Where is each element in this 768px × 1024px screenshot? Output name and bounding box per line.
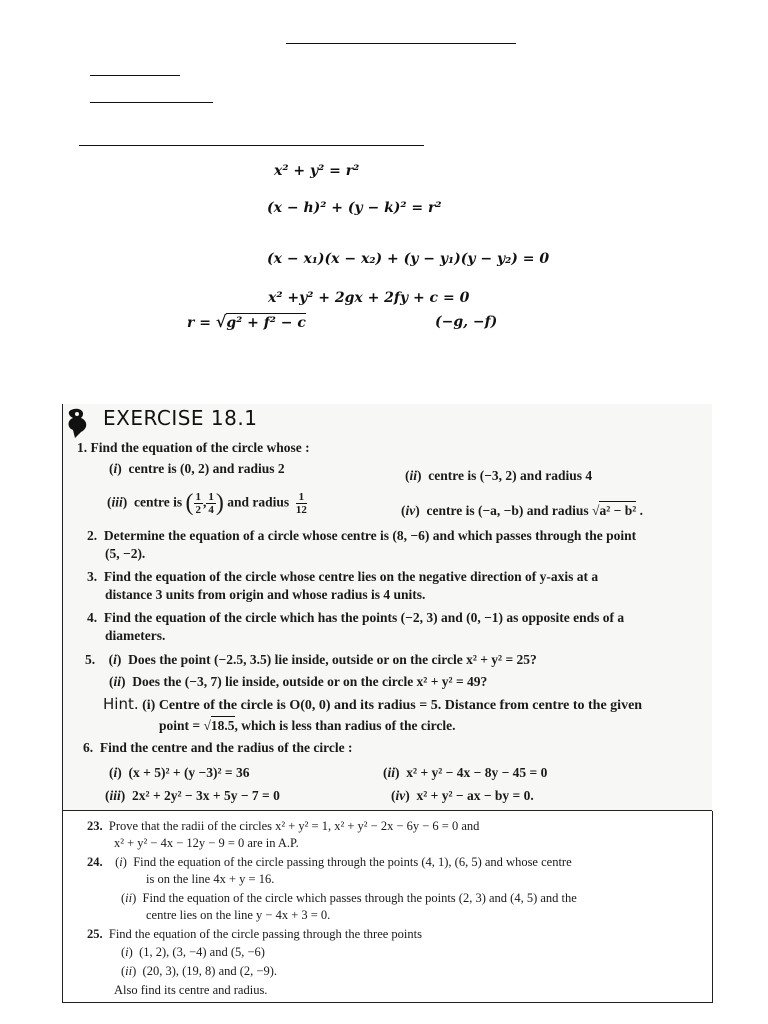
q-num: 1. [77,440,91,455]
formula-circle-diameter: (x − x₁)(x − x₂) + (y − y₁)(y − y₂) = 0 [267,251,550,267]
rule-3 [90,102,213,103]
exercise-scan-continued [62,811,713,1003]
q6-iv-text: x² + y² − ax − by = 0. [416,788,534,803]
formula-radius-radicand: g² + f² − c [226,315,306,331]
q23 [87,819,479,834]
q24-i-cont [146,872,274,887]
q23-num: 23. [87,819,103,833]
q1-iv: (iv) centre is (−a, −b) and radius √a² − b² . [401,503,643,518]
q25-ii-text: (20, 3), (19, 8) and (2, −9). [142,964,277,978]
q1-iv-radicand: a² − b² [599,503,637,518]
q6-intro-text: Find the centre and the radius of the circle : [99,740,353,755]
q3-cont [105,587,425,603]
q1-iv-text: centre is (−a, −b) and radius [426,503,589,518]
q5-ii-text: Does the (−3, 7) lie inside, outside or on the circle x² + y² = 49? [132,674,488,689]
q24-num: 24. [87,855,103,869]
q23-text-b: x² + y² − 4x − 12y − 9 = 0 are in A.P. [114,836,299,850]
hint [103,695,642,714]
q25-text-c: Also find its centre and radius. [114,983,268,997]
q5-i: 5. (i) Does the point (−2.5, 3.5) lie inside, outside or on the circle x² + y² = 25? [85,652,537,667]
q2-text-a: Determine the equation of a circle whose centre is (8, −6) and which passes through the point [103,528,637,543]
q25-text: Find the equation of the circle passing through the three points [108,927,422,941]
q25-i-text: (1, 2), (3, −4) and (5, −6) [139,945,265,959]
q1-iii-text-b: and radius [227,494,290,510]
q1-i: (i) centre is (0, 2) and radius 2 [109,461,285,476]
q1-iii-rd: 12 [295,504,307,516]
q6-i-text: (x + 5)² + (y −3)² = 36 [128,765,250,780]
hint-label: Hint. [103,695,139,713]
q5-ii: (ii) Does the (−3, 7) lie inside, outside or on the circle x² + y² = 49? [109,674,488,689]
q6-ii: (ii) x² + y² − 4x − 8y − 45 = 0 [383,765,548,780]
q1-intro-text: Find the equation of the circle whose : [90,440,310,455]
formula-general-form: x² +y² + 2gx + 2fy + c = 0 [268,290,470,306]
exercise-title: EXERCISE 18.1 [103,406,258,430]
q1-ii-text: centre is (−3, 2) and radius 4 [428,468,593,483]
q24-ii-cont [146,908,330,923]
q4-cont [105,628,165,644]
q1-iii-fz: 1 [208,491,214,503]
exercise-logo-icon [65,406,91,440]
q23-text-a: Prove that the radii of the circles x² + y² = 1, x² + y² − 2x − 6y − 6 = 0 and [108,819,480,833]
q3-text-b: distance 3 units from origin and whose radius is 4 units. [105,587,426,602]
q25-cont [114,983,267,998]
hint-text-b1: point = [159,718,201,733]
q1-iii: (iii) centre is ( $\frac{1}{2}$ , $\frac{1}{4}$ ) and radius $\frac{1}{12}$ [107,490,307,516]
formula-center: (−g, −f) [435,314,498,330]
q5-i-text: Does the point (−2.5, 3.5) lie inside, outside or on the circle x² + y² = 25? [128,652,537,667]
q24-ii-text-a: Find the equation of the circle which passes through the points (2, 3) and (4, 5) and the [142,891,577,905]
q23-cont [114,836,299,851]
q25-ii: (ii) (20, 3), (19, 8) and (2, −9). [121,964,277,978]
exercise-scan [62,404,712,810]
q1-intro [77,440,310,456]
q6-iv: (iv) x² + y² − ax − by = 0. [391,788,534,803]
formula-radius [187,312,306,331]
q6: 6. Find the centre and the radius of the circle : [83,740,353,755]
q6-iii: (iii) 2x² + 2y² − 3x + 5y − 7 = 0 [105,788,280,803]
formula-circle-center: (x − h)² + (y − k)² = r² [267,200,442,216]
formula-circle-origin: x² + y² = r² [274,163,360,179]
q24-i-text-b: is on the line 4x + y = 16. [146,872,275,886]
q1-iii-rn: 1 [296,491,307,504]
q3: 3. Find the equation of the circle whose centre lies on the negative direction of y-axis at a [87,569,599,584]
q6-i: (i) (x + 5)² + (y −3)² = 36 [109,765,250,780]
q24-ii-text-b: centre lies on the line y − 4x + 3 = 0. [146,908,331,922]
top-rule [286,43,516,44]
hint-text-b2: , which is less than radius of the circle. [234,718,456,733]
q2-text-b: (5, −2). [105,546,146,561]
q25-i: (i) (1, 2), (3, −4) and (5, −6) [121,945,265,959]
q1-iii-fw: 4 [208,504,214,516]
q24-i-text-a: Find the equation of the circle passing through the points (4, 1), (6, 5) and whose centre [133,855,572,869]
q25-num: 25. [87,927,103,941]
q2-cont [105,546,145,562]
q24-ii: (ii) Find the equation of the circle which passes through the points (2, 3) and (4, 5) and the [121,891,577,905]
q1-i-text: centre is (0, 2) and radius 2 [128,461,285,476]
q4-text-a: Find the equation of the circle which has the points (−2, 3) and (0, −1) as opposite ends of a [103,610,625,625]
q1-ii: (ii) centre is (−3, 2) and radius 4 [405,468,593,483]
q3-text-a: Find the equation of the circle whose centre lies on the negative direction of y-axis at a [103,569,599,584]
sqrt-sign: √ [215,312,227,331]
q6-ii-text: x² + y² − 4x − 8y − 45 = 0 [406,765,548,780]
q4-text-b: diameters. [105,628,166,643]
formula-radius-label: r = [187,315,216,331]
q24-i: 24. (i) Find the equation of the circle passing through the points (4, 1), (6, 5) and whose centre [87,855,572,869]
q1-iii-fy: 2 [195,504,201,516]
hint-cont: point = √18.5, which is less than radius of the circle. [159,718,456,733]
q4: 4. Find the equation of the circle which has the points (−2, 3) and (0, −1) as opposite ends of a [87,610,625,625]
rule-4 [79,145,424,146]
q1-iii-fx: 1 [195,491,201,503]
q6-iii-text: 2x² + 2y² − 3x + 5y − 7 = 0 [132,788,280,803]
q25 [87,927,422,942]
hint-radicand: 18.5 [210,718,235,733]
q1-iii-text-a: centre is [134,494,183,510]
q2: 2. Determine the equation of a circle whose centre is (8, −6) and which passes through the point [87,528,637,543]
hint-text-a: (i) Centre of the circle is O(0, 0) and its radius = 5. Distance from centre to the given [142,698,643,713]
rule-2 [90,75,180,76]
